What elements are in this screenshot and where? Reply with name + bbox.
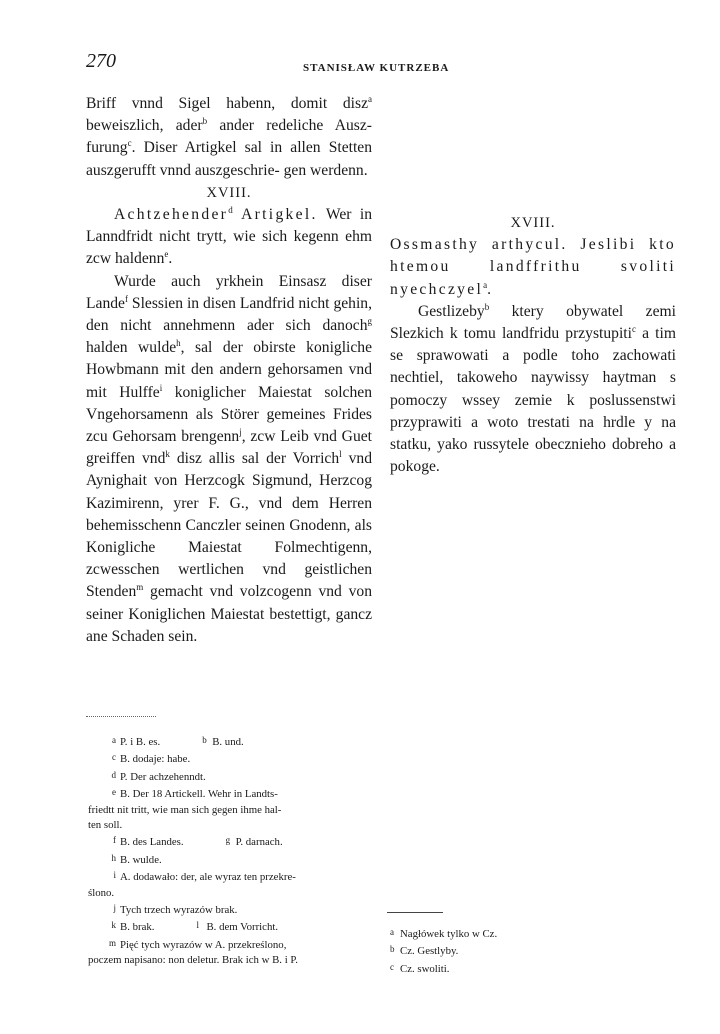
note-mark-g: g — [367, 315, 372, 326]
note-mark-a: a — [368, 93, 372, 104]
body-part-5: koniglicher Maiestat solchen Vngehorsamenn als Störer gemeines Frides zcu Gehorsam brengenn — [86, 383, 372, 446]
article-body-right — [390, 301, 676, 479]
right-title-period: . — [487, 280, 492, 298]
footnote-mark: b — [390, 944, 395, 955]
intro-line-6: Stetten auszgerufft vnnd auszgeschrie- — [86, 139, 372, 179]
footnote-m — [88, 936, 372, 953]
footnote-mark: a — [112, 735, 116, 745]
right-body-part-2: ktery obywatel zemi Slezkich k tomu landfridu przystupiti — [390, 302, 676, 343]
article-title-part1: Achtzehender — [114, 206, 229, 224]
footnote-f-g — [88, 833, 372, 850]
footnote-mark: e — [112, 787, 116, 798]
right-body-part-3: a tim se sprawowati a podle toho zachowati nechtiel, takoweho naywissy haytman s pomoczy wssey zemie k poslussenstwi przyprawiti a woto trestati na hrdle y na statku, yako russytele obecznieho dobreho a pokoge. — [390, 325, 676, 476]
footnote-text: Pięć tych wyrazów w A. przekreślono, — [120, 938, 287, 951]
intro-line-2: beweiszlich, ader — [86, 117, 203, 135]
article-title-part2: Artigkel. — [241, 206, 318, 224]
note-mark-e: e — [164, 249, 169, 260]
body-part-7: disz allis sal der Vorrich — [176, 450, 340, 468]
note-mark-l: l — [339, 449, 342, 460]
footnotes-right — [390, 925, 674, 977]
footnote-e — [88, 785, 372, 802]
right-title-text: Ossmasthy arthycul. Jeslibi kto htemou landffrithu svoliti nyechczyel — [390, 236, 676, 298]
article-subtitle: Wer in Lanndfridt nicht trytt, wie sich kegenn ehm zcw haldenn — [86, 206, 372, 268]
body-part-2: Slessien in disen Landfrid nicht gehin, den nicht annehmenn ader sich danoch — [86, 294, 372, 335]
right-column — [390, 212, 676, 478]
footnote-i-cont: ślono. — [88, 886, 115, 899]
body-part-6: , zcw Leib vnd Guet greiffen vnd — [86, 428, 372, 468]
intro-line-3: ander redeliche Ausz- — [219, 117, 372, 135]
note-mark-j: j — [239, 426, 242, 437]
footnote-mark: h — [111, 852, 116, 863]
intro-line-5: . Diser Artigkel sal in allen — [131, 139, 321, 157]
right-body-part-1: Gestlizeby — [418, 302, 485, 320]
footnote-i — [88, 868, 372, 885]
footnote-text: B. Der 18 Artickell. Wehr in Landts- — [120, 788, 278, 801]
subtitle-period: . — [168, 250, 173, 268]
footnote-divider-right — [387, 912, 443, 913]
intro-line-1: Briff vnnd Sigel habenn, domit disz — [86, 95, 368, 112]
intro-line-7: gen werdenn. — [283, 161, 368, 179]
note-mark-m: m — [136, 582, 144, 593]
footnote-text: P. Der achzehenndt. — [120, 770, 206, 783]
footnote-h — [88, 851, 372, 868]
footnote-mark: c — [390, 961, 394, 972]
right-note-mark-a: a — [483, 279, 488, 290]
footnote-mark: l — [196, 920, 199, 931]
footnote-text: P. i B. es. — [120, 736, 161, 748]
note-mark-f: f — [124, 293, 128, 304]
footnote-e-cont-1: friedtt nit tritt, wie man sich gegen ihme hal- — [88, 803, 282, 816]
footnote-divider-left — [86, 716, 156, 717]
footnote-text: P. darnach. — [235, 836, 283, 849]
footnote-mark: f — [113, 835, 116, 846]
right-note-mark-b: b — [484, 301, 490, 312]
footnote-e-cont-2: ten soll. — [88, 819, 123, 832]
footnote-mark: c — [112, 752, 116, 763]
footnote-text: B. und. — [212, 736, 244, 748]
footnote-mark: a — [390, 927, 394, 937]
footnote-text: Cz. Gestlyby. — [400, 945, 459, 958]
note-mark-b: b — [202, 116, 208, 127]
body-part-1: Wurde auch yrkhein Einsasz diser Lande — [86, 272, 372, 312]
running-title: STANISŁAW KUTRZEBA — [303, 62, 450, 74]
footnote-d — [88, 768, 372, 785]
footnote-a-b — [88, 733, 372, 750]
footnote-mark: b — [202, 735, 207, 745]
footnote-mark: j — [113, 903, 116, 914]
body-part-4: , sal der obirste konigliche Howbmann mit den andern gehorsamen vnd mit Hulffe — [86, 339, 373, 401]
footnote-m-cont: poczem napisano: non deletur. Brak ich w B. i P. — [88, 954, 298, 967]
page-number: 270 — [86, 50, 116, 72]
footnote-mark: m — [108, 937, 116, 948]
note-mark-k: k — [165, 449, 170, 460]
note-mark-h: h — [176, 338, 181, 349]
intro-line-4: furung — [86, 139, 128, 157]
section-heading-right: XVIII. — [510, 215, 556, 231]
footnote-mark: k — [111, 920, 116, 931]
article-body-left — [86, 271, 372, 648]
footnote-right-c — [390, 960, 674, 977]
section-heading-left: XVIII. — [206, 184, 252, 201]
footnote-j — [88, 901, 372, 918]
footnote-text: Nagłówek tylko w Cz. — [400, 928, 498, 940]
intro-paragraph — [86, 93, 372, 182]
footnote-text: B. dodaje: habe. — [120, 753, 191, 766]
footnote-mark: d — [111, 769, 116, 780]
article-title-left — [86, 204, 372, 271]
footnote-text: Cz. swoliti. — [400, 962, 450, 975]
footnote-text: A. dodawało: der, ale wyraz ten przekre- — [120, 871, 296, 884]
left-column — [86, 93, 372, 648]
footnote-mark: g — [225, 835, 231, 846]
footnote-text: B. dem Vorricht. — [206, 921, 279, 934]
footnote-k-l — [88, 918, 372, 935]
note-mark-i: i — [159, 382, 163, 393]
footnote-text: Tych trzech wyrazów brak. — [120, 904, 238, 917]
body-part-8: vnd Aynighait von Herzcogk Sigmund, Herzcog Kazimirenn, yrer F. G., vnd dem Herren behemisschenn Canczler seinen Gnodenn, als Konigliche Maiestat Folmechtigenn, zcwesschen wertlichen vnd geistlichen Stenden — [86, 450, 373, 601]
note-mark-c: c — [127, 138, 132, 149]
body-part-3: halden wulde — [86, 339, 177, 357]
footnote-right-b — [390, 942, 674, 959]
article-title-right — [390, 234, 676, 301]
footnote-right-a — [390, 925, 674, 942]
footnotes-left — [88, 733, 372, 969]
footnote-mark: i — [113, 870, 116, 881]
footnote-text: B. brak. — [120, 921, 155, 934]
footnote-text: B. wulde. — [120, 853, 162, 866]
note-mark-d: d — [228, 204, 233, 215]
footnote-c — [88, 750, 372, 767]
body-part-9: gemacht vnd volzcogenn vnd von seiner Koniglichen Maiestat bestettigt, gancz ane Schaden sein. — [86, 583, 372, 645]
right-note-mark-c: c — [631, 323, 636, 334]
footnote-text: B. des Landes. — [120, 836, 184, 849]
